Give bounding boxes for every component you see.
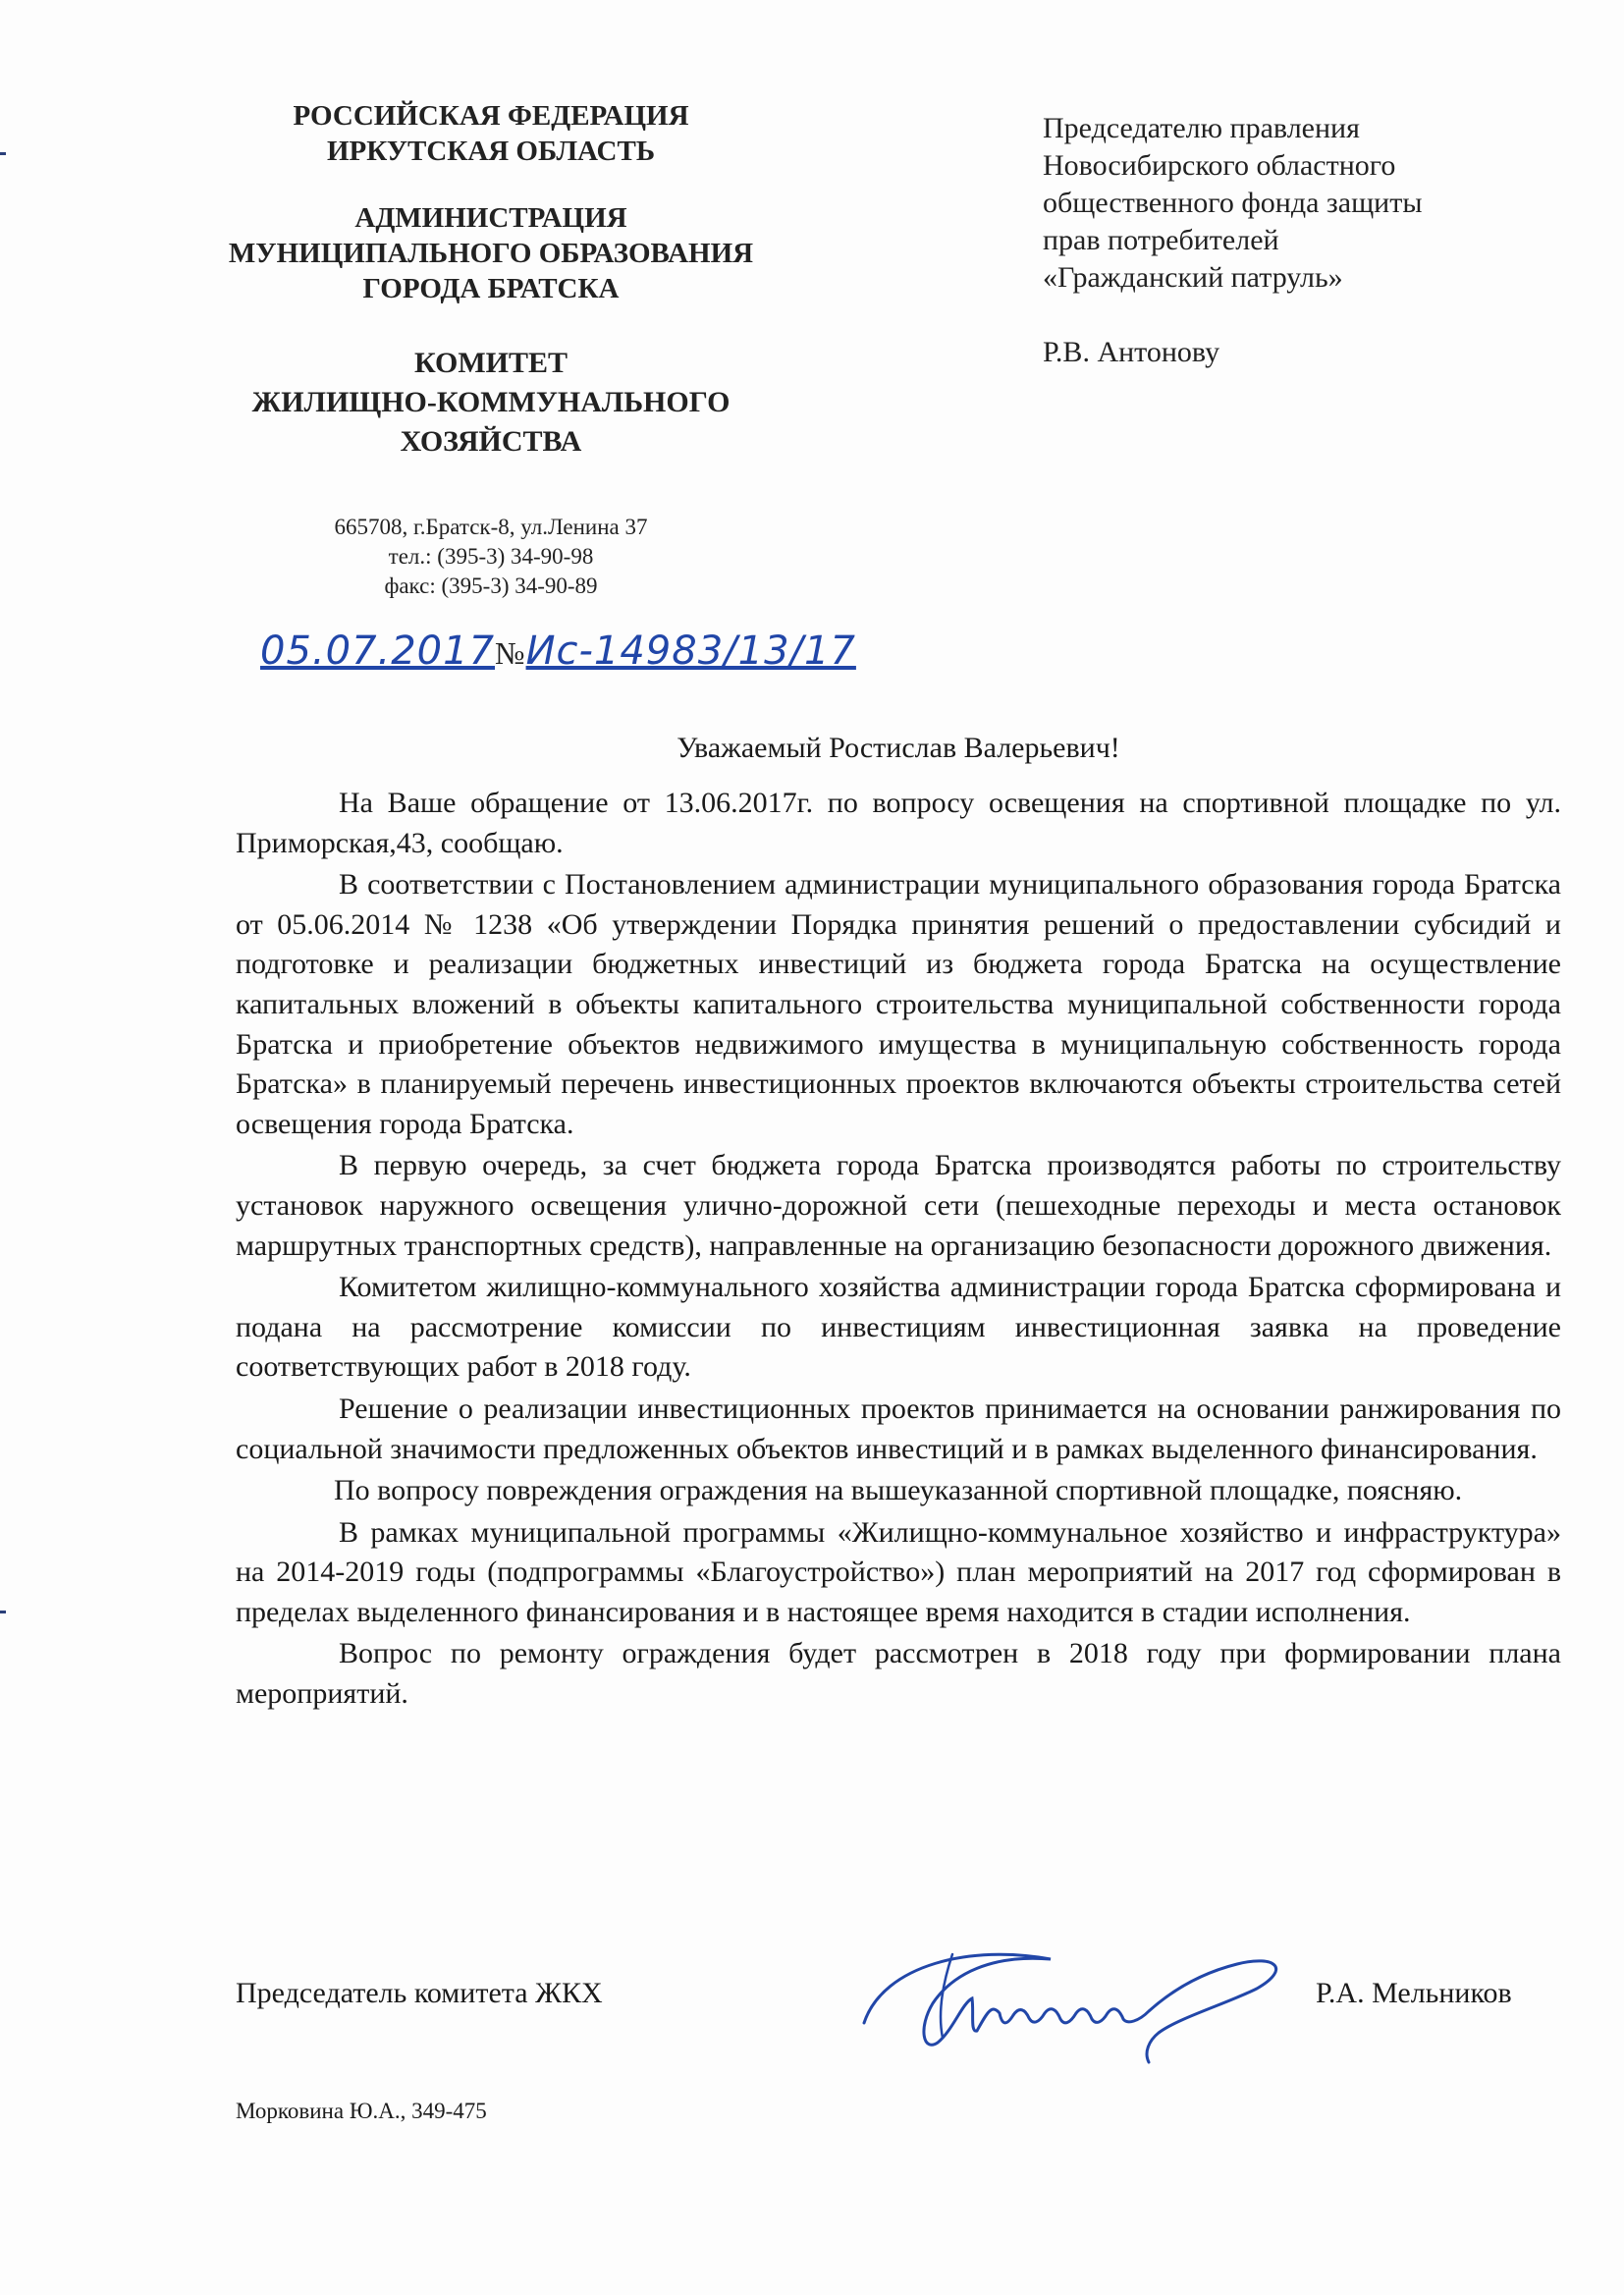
recipient-line: Председателю правления [1043, 112, 1360, 144]
recipient-line: Новосибирского областного [1043, 149, 1396, 182]
signatory-name: Р.А. Мельников [1316, 1977, 1512, 2009]
sender-region: ИРКУТСКАЯ ОБЛАСТЬ [326, 136, 656, 167]
registration-number [260, 628, 869, 685]
recipient-line: прав потребителей [1043, 224, 1279, 256]
sender-country: РОССИЙСКАЯ ФЕДЕРАЦИЯ [293, 100, 689, 132]
letter-body [236, 784, 1561, 1717]
sender-phone: тел.: (395-3) 34-90-98 [388, 544, 594, 569]
signatory-title: Председатель комитета ЖКХ [236, 1977, 603, 2009]
sender-contacts [245, 513, 736, 601]
outgoing-number: Ис-14983/13/17 [525, 628, 856, 674]
sender-letterhead [196, 98, 785, 462]
recipient-block [1043, 110, 1553, 371]
handwritten-signature [844, 1905, 1306, 2072]
body-paragraph: На Ваше обращение от 13.06.2017г. по вопросу освещения на спортивной площадке по ул. Приморская,43, сообщаю. [236, 787, 1561, 859]
sender-address: 665708, г.Братск-8, ул.Ленина 37 [334, 515, 648, 539]
sender-administration-line: АДМИНИСТРАЦИЯ [354, 202, 627, 234]
registration-date: 05.07.2017 [260, 628, 496, 674]
body-paragraph: Комитетом жилищно-коммунального хозяйства администрации города Братска сформирована и подана на рассмотрение комиссии по инвестициям инвестиционная заявка на проведение соответствующих работ в 2018 году. [236, 1271, 1561, 1384]
body-paragraph: В первую очередь, за счет бюджета города Братска производятся работы по строительству установок наружного освещения улично-дорожной сети (пешеходные переходы и места остановок маршрутных транспортных средств), направленные на организацию безопасности дорожного движения. [236, 1149, 1561, 1262]
sender-administration-line: МУНИЦИПАЛЬНОГО ОБРАЗОВАНИЯ [228, 238, 754, 269]
body-paragraph: В рамках муниципальной программы «Жилищно-коммунальное хозяйство и инфраструктура» на 2014-2019 годы (подпрограммы «Благоустройство») план мероприятий на 2017 год сформирован в пределах выделенного финансирования и в настоящее время находится в стадии исполнения. [236, 1515, 1561, 1628]
body-paragraph: Вопрос по ремонту ограждения будет рассмотрен в 2018 году при формировании плана мероприятий. [236, 1637, 1561, 1711]
executor-contact: Морковина Ю.А., 349-475 [236, 2099, 487, 2123]
recipient-name: Р.В. Антонову [1043, 336, 1220, 368]
sender-committee-line: ХОЗЯЙСТВА [400, 425, 582, 458]
recipient-line: общественного фонда защиты [1043, 187, 1423, 219]
sender-committee-line: КОМИТЕТ [413, 347, 568, 379]
scan-edge-mark [0, 1611, 6, 1613]
sender-administration-line: ГОРОДА БРАТСКА [362, 273, 620, 304]
recipient-line: «Гражданский патруль» [1043, 261, 1343, 294]
body-paragraph: В соответствии с Постановлением администрации муниципального образования города Братска от 05.06.2014 № 1238 «Об утверждении Порядка принятия решений о предоставлении субсидий и подготовке и реализации бюджетных инвестиций из бюджета города Братска на осуществление капитальных вложений в объекты капитального строительства муниципальной собственности города Братска и приобретение объектов недвижимого имущества в муниципальную собственность города Братска» в планируемый перечень инвестиционных проектов включаются объекты строительства сетей освещения города Братска. [236, 868, 1561, 1140]
sender-committee-line: ЖИЛИЩНО-КОММУНАЛЬНОГО [251, 386, 731, 418]
sender-fax: факс: (395-3) 34-90-89 [384, 574, 598, 598]
scan-edge-mark [0, 152, 6, 155]
salutation: Уважаемый Ростислав Валерьевич! [677, 732, 1120, 764]
number-sign: № [495, 635, 526, 671]
sender-committee [196, 344, 785, 462]
body-paragraph: По вопросу повреждения ограждения на вышеуказанной спортивной площадке, поясняю. [334, 1474, 1463, 1507]
body-paragraph: Решение о реализации инвестиционных проектов принимается на основании ранжирования по социальной значимости предложенных объектов инвестиций и в рамках выделенного финансирования. [236, 1392, 1561, 1465]
